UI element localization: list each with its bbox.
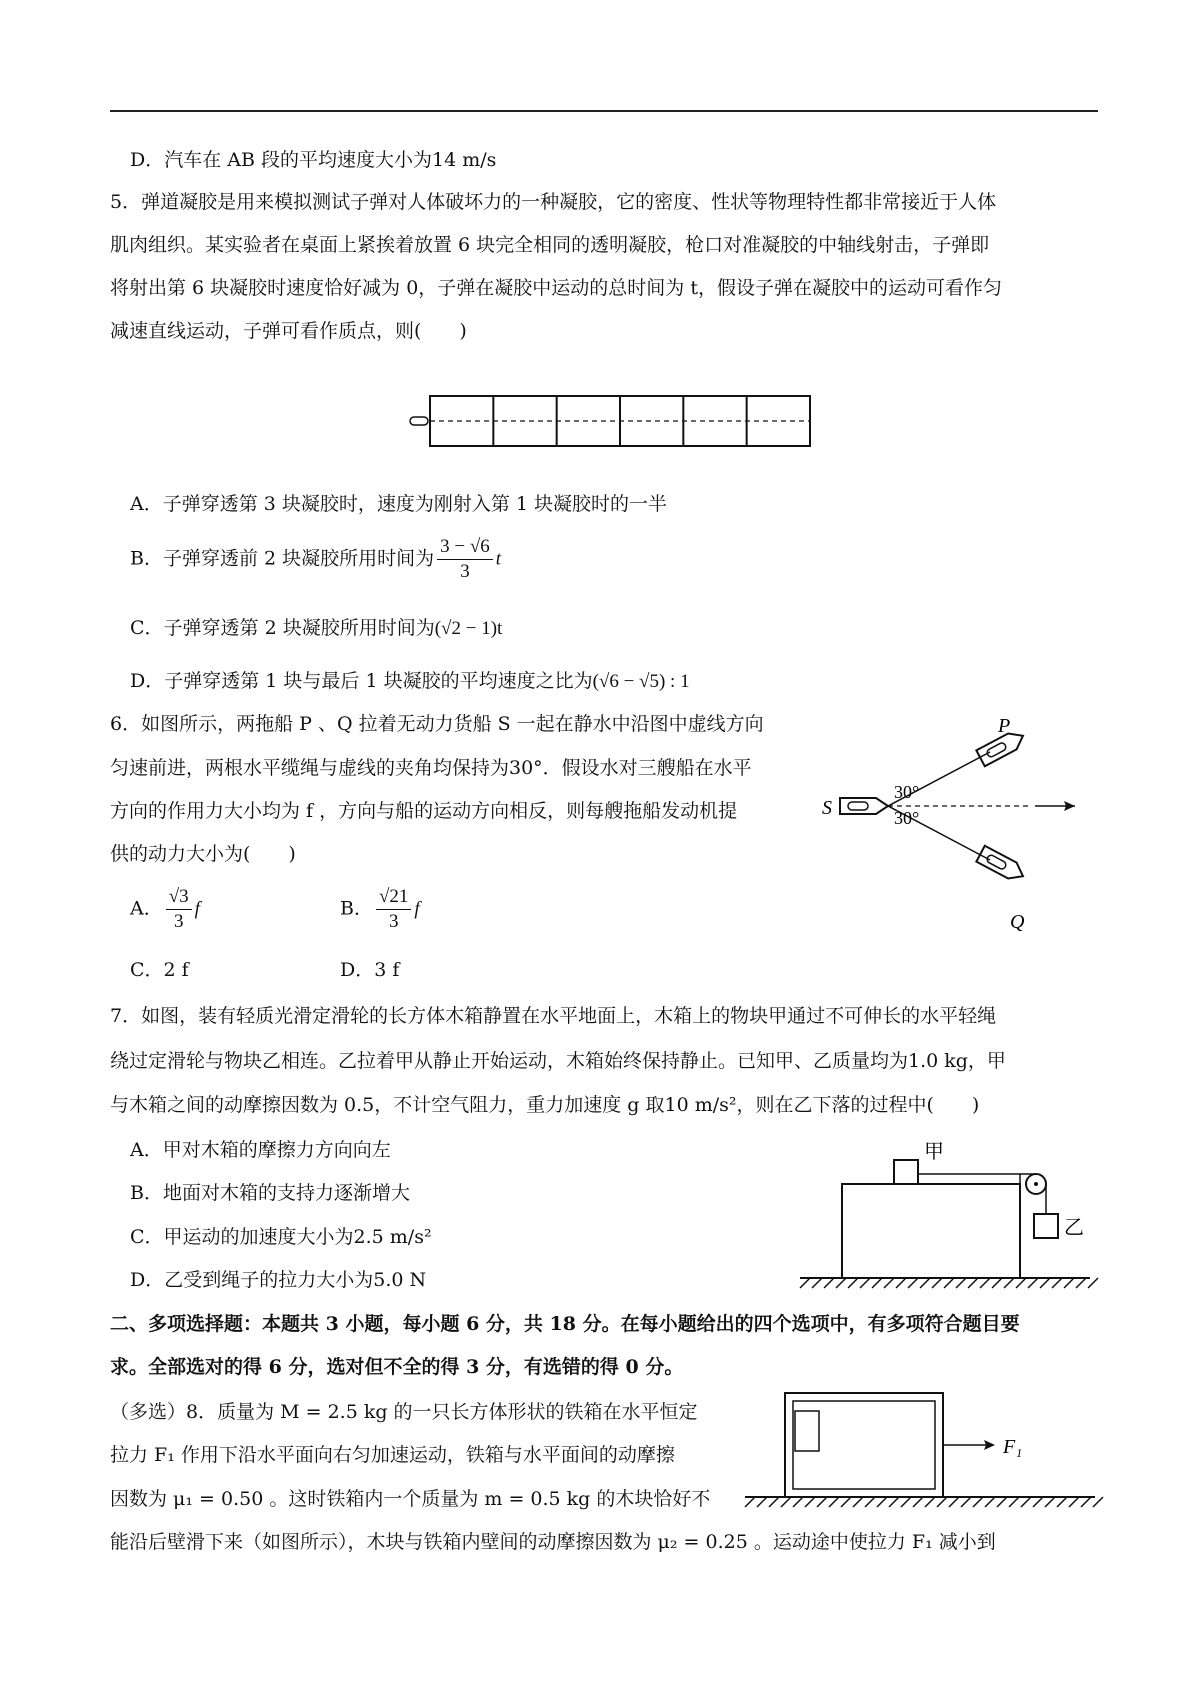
hatch-mark — [913, 1497, 923, 1507]
hatch-mark — [896, 1278, 906, 1288]
hatch-mark — [1033, 1497, 1043, 1507]
q5-option-a: A．子弹穿透第 3 块凝胶时，速度为刚射入第 1 块凝胶时的一半 — [130, 493, 668, 515]
hatch-mark — [805, 1497, 815, 1507]
hatch-mark — [997, 1497, 1007, 1507]
q5-stem-line-2: 肌肉组织。某实验者在桌面上紧挨着放置 6 块完全相同的透明凝胶，枪口对准凝胶的中轴线射击，子弹即 — [110, 234, 990, 256]
q8-line-1: （多选）8．质量为 M = 2.5 kg 的一只长方体形状的铁箱在水平恒定 — [110, 1401, 698, 1423]
hatch-mark — [1004, 1278, 1014, 1288]
hatch-mark — [829, 1497, 839, 1507]
angle-bottom-label: 30° — [894, 808, 920, 828]
angle-top-label: 30° — [894, 782, 920, 802]
boat-s-icon — [840, 798, 888, 814]
hatch-mark — [944, 1278, 954, 1288]
hatch-mark — [1088, 1278, 1098, 1288]
hatch-mark — [908, 1278, 918, 1288]
hatch-mark — [1040, 1278, 1050, 1288]
hatch-mark — [968, 1278, 978, 1288]
hatch-mark — [1081, 1497, 1091, 1507]
hatch-mark — [1045, 1497, 1055, 1507]
hatch-mark — [992, 1278, 1002, 1288]
q5-option-b-var: t — [495, 548, 502, 570]
q5-option-b-numerator: 3 − √6 — [437, 535, 493, 560]
q5-option-b-denominator: 3 — [460, 561, 470, 582]
pulley-box-figure — [790, 1130, 1100, 1290]
q6-stem-line-3: 方向的作用力大小均为 f ，方向与船的运动方向相反，则每艘拖船发动机提 — [110, 800, 738, 822]
label-s: S — [822, 797, 832, 819]
q5-stem-line-4: 减速直线运动，子弹可看作质点，则( ) — [110, 320, 467, 342]
hatch-mark — [932, 1278, 942, 1288]
hatch-mark — [884, 1278, 894, 1288]
hatch-mark — [781, 1497, 791, 1507]
bullet-icon — [410, 417, 428, 425]
hatch-mark — [1052, 1278, 1062, 1288]
q7-stem-line-1: 7．如图，装有轻质光滑定滑轮的长方体木箱静置在水平地面上，木箱上的物块甲通过不可伸长的水平轻绳 — [110, 1005, 997, 1027]
q7-option-d: D．乙受到绳子的拉力大小为5.0 N — [130, 1269, 427, 1291]
hatch-mark — [985, 1497, 995, 1507]
q6-option-b — [340, 885, 420, 934]
label-q: Q — [1010, 911, 1025, 933]
q6-option-c: C．2 f — [130, 959, 189, 981]
ground-hatch-2 — [745, 1497, 1103, 1507]
hatch-mark — [925, 1497, 935, 1507]
q8-line-3: 因数为 μ₁ = 0.50 。这时铁箱内一个质量为 m = 0.5 kg 的木块恰好不 — [110, 1488, 711, 1510]
q8-line-4: 能沿后壁滑下来（如图所示），木块与铁箱内壁间的动摩擦因数为 μ₂ = 0.25 。运动途中使拉力 F₁ 减小到 — [110, 1531, 996, 1553]
q5-option-b-text: B．子弹穿透前 2 块凝胶所用时间为 — [130, 547, 435, 570]
hatch-mark — [1064, 1278, 1074, 1288]
hatch-mark — [937, 1497, 947, 1507]
q6-stem-line-4: 供的动力大小为( ) — [110, 843, 296, 865]
hatch-mark — [865, 1497, 875, 1507]
hatch-mark — [1076, 1278, 1086, 1288]
q6-option-b-var: f — [414, 898, 420, 920]
hatch-mark — [877, 1497, 887, 1507]
q8-line-2: 拉力 F₁ 作用下沿水平面向右匀加速运动，铁箱与水平面间的动摩擦 — [110, 1444, 675, 1466]
q6-option-b-fraction — [376, 885, 411, 934]
boat-q-icon — [976, 846, 1027, 884]
q7-stem-line-3: 与木箱之间的动摩擦因数为 0.5，不计空气阻力，重力加速度 g 取10 m/s²，则在乙下落的过程中( ) — [110, 1094, 980, 1116]
q7-option-b: B．地面对木箱的支持力逐渐增大 — [130, 1182, 410, 1204]
hatch-mark — [757, 1497, 767, 1507]
hatch-mark — [853, 1497, 863, 1507]
header-rule — [110, 110, 1098, 112]
section2-heading-line-1: 二、多项选择题：本题共 3 小题，每小题 6 分，共 18 分。在每小题给出的四个选项中，有多项符合题目要 — [110, 1313, 1020, 1335]
hatch-mark — [848, 1278, 858, 1288]
hatch-mark — [769, 1497, 779, 1507]
q5-stem-line-3: 将射出第 6 块凝胶时速度恰好减为 0，子弹在凝胶中运动的总时间为 t，假设子弹在凝胶中的运动可看作匀 — [110, 277, 1002, 299]
q7-option-a: A．甲对木箱的摩擦力方向向左 — [130, 1139, 391, 1161]
q6-option-b-denominator: 3 — [388, 911, 399, 932]
hatch-mark — [800, 1278, 810, 1288]
gel-blocks-figure — [400, 392, 820, 452]
q6-option-a — [130, 885, 200, 934]
hatch-mark — [980, 1278, 990, 1288]
hatch-mark — [1016, 1278, 1026, 1288]
q5-stem-line-1: 5．弹道凝胶是用来模拟测试子弹对人体破坏力的一种凝胶，它的密度、性状等物理特性都非常接近于人体 — [110, 191, 997, 213]
q6-option-b-label: B． — [340, 897, 373, 920]
hatch-mark — [1021, 1497, 1031, 1507]
ground-hatch — [800, 1278, 1098, 1288]
iron-box-inner — [793, 1401, 935, 1489]
hatch-mark — [961, 1497, 971, 1507]
hatch-mark — [1093, 1497, 1103, 1507]
hatch-mark — [949, 1497, 959, 1507]
q5-option-d — [130, 667, 690, 696]
q6-option-d: D．3 f — [340, 959, 400, 981]
hatch-mark — [841, 1497, 851, 1507]
q6-option-a-fraction — [166, 885, 192, 934]
pulley-axle — [1034, 1182, 1038, 1186]
hatch-mark — [817, 1497, 827, 1507]
hatch-mark — [872, 1278, 882, 1288]
q4-option-d: D．汽车在 AB 段的平均速度大小为14 m/s — [130, 149, 497, 171]
hatch-mark — [824, 1278, 834, 1288]
q7-option-c: C．甲运动的加速度大小为2.5 m/s² — [130, 1226, 432, 1248]
block-jia — [894, 1160, 918, 1184]
hatch-mark — [973, 1497, 983, 1507]
q5-option-c — [130, 614, 502, 643]
hatch-mark — [1028, 1278, 1038, 1288]
iron-box-figure — [745, 1385, 1100, 1520]
q6-option-a-label: A． — [130, 897, 163, 920]
label-p: P — [998, 715, 1011, 737]
q5-option-d-expr: (√6 − √5) : 1 — [592, 671, 690, 692]
q5-option-c-expr: (√2 − 1)t — [434, 618, 503, 639]
q6-option-b-numerator: √21 — [376, 885, 411, 910]
hatch-mark — [793, 1497, 803, 1507]
hatch-mark — [1057, 1497, 1067, 1507]
q6-option-a-denominator: 3 — [173, 911, 184, 932]
wood-block — [795, 1411, 819, 1451]
label-f1: F₁ — [1003, 1436, 1023, 1458]
hatch-mark — [860, 1278, 870, 1288]
q6-option-a-numerator: √3 — [166, 885, 192, 910]
block-yi — [1034, 1214, 1058, 1238]
q6-stem-line-2: 匀速前进，两根水平缆绳与虚线的夹角均保持为30°．假设水对三艘船在水平 — [110, 757, 752, 779]
q7-stem-line-2: 绕过定滑轮与物块乙相连。乙拉着甲从静止开始运动，木箱始终保持静止。已知甲、乙质量均为1.0 kg，甲 — [110, 1050, 1006, 1072]
q5-option-b-fraction — [437, 535, 493, 584]
q6-option-a-var: f — [194, 898, 200, 920]
section2-heading-line-2: 求。全部选对的得 6 分，选对但不全的得 3 分，有选错的得 0 分。 — [110, 1356, 684, 1378]
hatch-mark — [920, 1278, 930, 1288]
hatch-mark — [956, 1278, 966, 1288]
tugboats-figure — [822, 715, 1080, 940]
hatch-mark — [812, 1278, 822, 1288]
wooden-box — [842, 1184, 1020, 1278]
hatch-mark — [901, 1497, 911, 1507]
label-jia: 甲 — [924, 1141, 944, 1163]
q5-option-d-text: D．子弹穿透第 1 块与最后 1 块凝胶的平均速度之比为 — [130, 670, 593, 692]
iron-box-outer — [785, 1393, 943, 1497]
label-yi: 乙 — [1064, 1217, 1084, 1239]
hatch-mark — [836, 1278, 846, 1288]
hatch-mark — [889, 1497, 899, 1507]
q5-option-c-text: C．子弹穿透第 2 块凝胶所用时间为 — [130, 617, 435, 639]
q5-option-b — [130, 535, 501, 584]
hatch-mark — [1009, 1497, 1019, 1507]
q6-stem-line-1: 6．如图所示，两拖船 P 、Q 拉着无动力货船 S 一起在静水中沿图中虚线方向 — [110, 713, 764, 735]
hatch-mark — [745, 1497, 755, 1507]
hatch-mark — [1069, 1497, 1079, 1507]
